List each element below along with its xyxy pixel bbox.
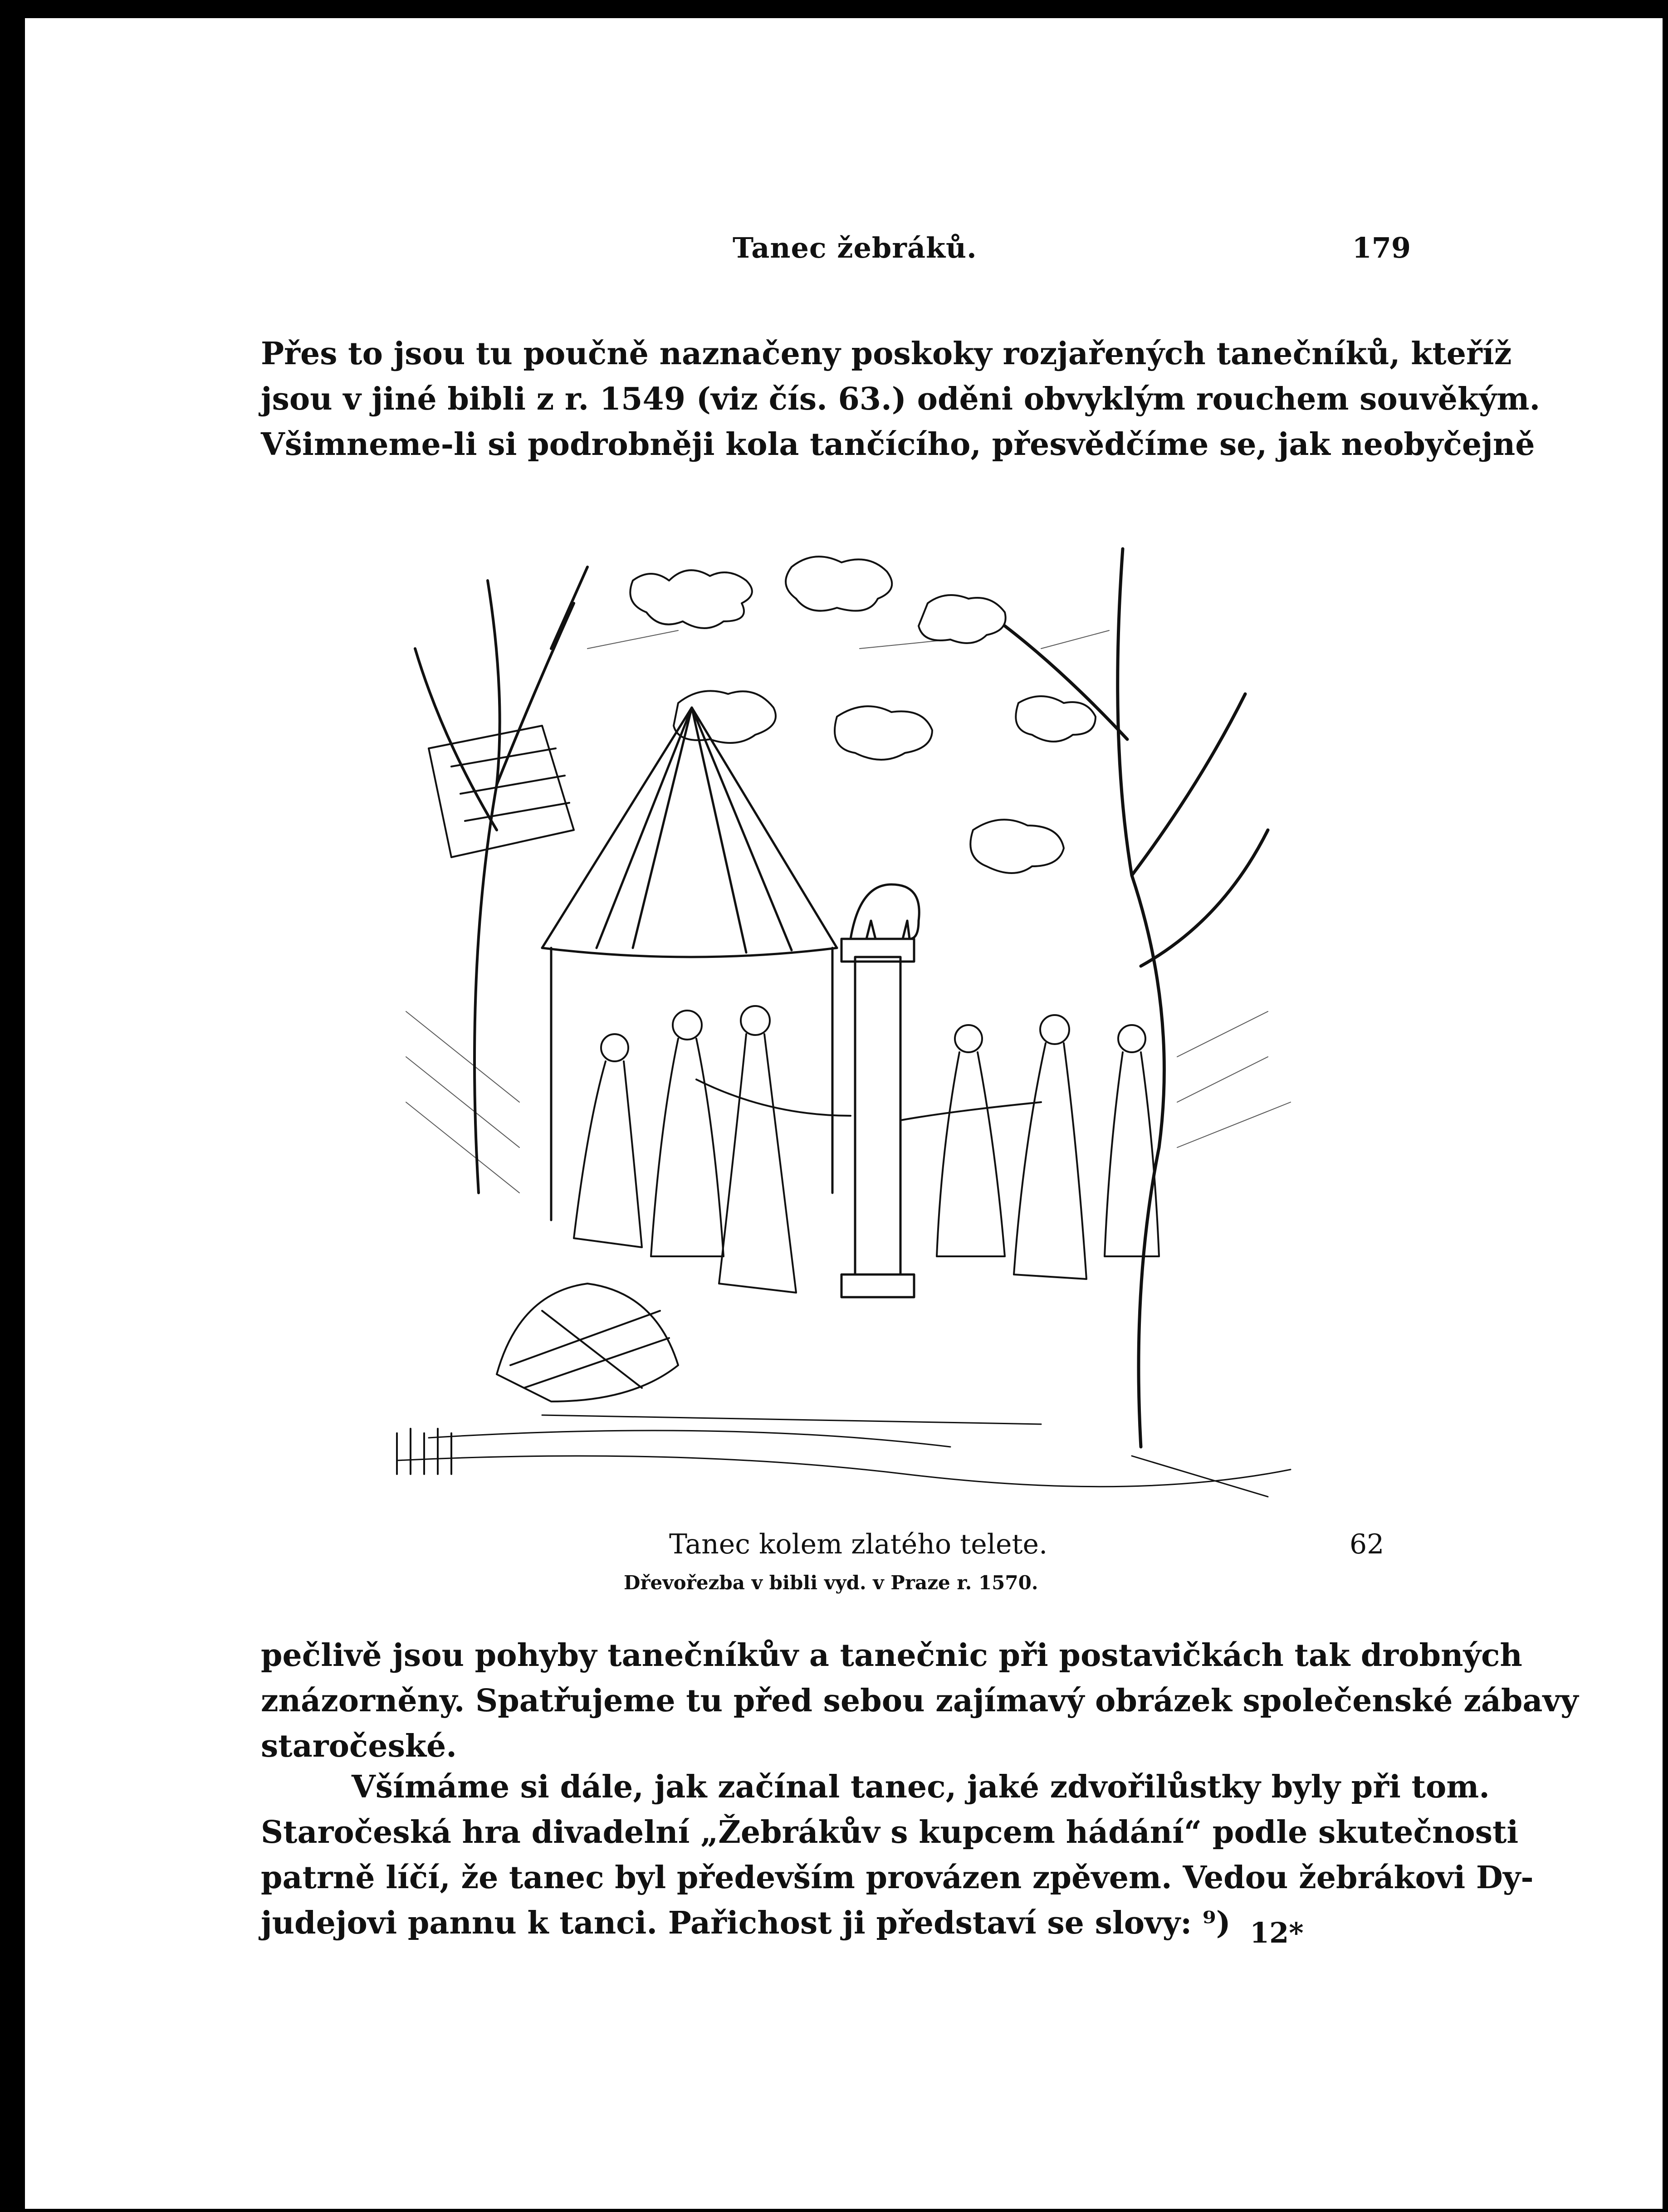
text-line: Všímáme si dále, jak začínal tanec, jaké zdvořilůstky byly při tom.	[352, 1769, 1490, 1805]
text-line: pečlivě jsou pohyby tanečníkův a tanečnic při postavičkách tak drobných	[261, 1637, 1522, 1674]
paragraph-intro	[261, 331, 1541, 467]
signature-mark: 12*	[1250, 1916, 1304, 1949]
page-number: 179	[1352, 231, 1411, 264]
text-line: Přes to jsou tu poučně naznačeny poskoky rozjařených tanečníků, kteříž	[261, 336, 1512, 372]
text-line: Staročeská hra divadelní „Žebrákův s kupcem hádání“ podle skutečnosti	[261, 1814, 1519, 1851]
text-line: jsou v jiné bibli z r. 1549 (viz čís. 63.) oděni obvyklým rouchem souvěkým.	[261, 381, 1541, 417]
text-line: znázorněny. Spatřujeme tu před sebou zajímavý obrázek společenské zábavy	[261, 1683, 1579, 1719]
scan-edge	[0, 0, 25, 2212]
text-line: judejovi pannu k tanci. Pařichost ji představí se slovy: ⁹)	[261, 1905, 1231, 1941]
running-head: Tanec žebráků.	[733, 231, 977, 264]
paragraph-after-figure	[261, 1633, 1579, 1769]
figure-number: 62	[1350, 1528, 1384, 1560]
book-page	[25, 18, 1663, 2209]
text-line: patrně líčí, že tanec byl především provázen zpěvem. Vedou žebrákovi Dy-	[261, 1860, 1534, 1896]
woodcut-illustration	[361, 513, 1313, 1533]
figure-caption-title: Tanec kolem zlatého telete.	[669, 1528, 1048, 1560]
figure-caption-source: Dřevořezba v bibli vyd. v Praze r. 1570.	[624, 1572, 1038, 1594]
text-line: staročeské.	[261, 1728, 457, 1764]
text-line: Všimneme-li si podrobněji kola tančícího, přesvědčíme se, jak neobyčejně	[261, 426, 1535, 463]
